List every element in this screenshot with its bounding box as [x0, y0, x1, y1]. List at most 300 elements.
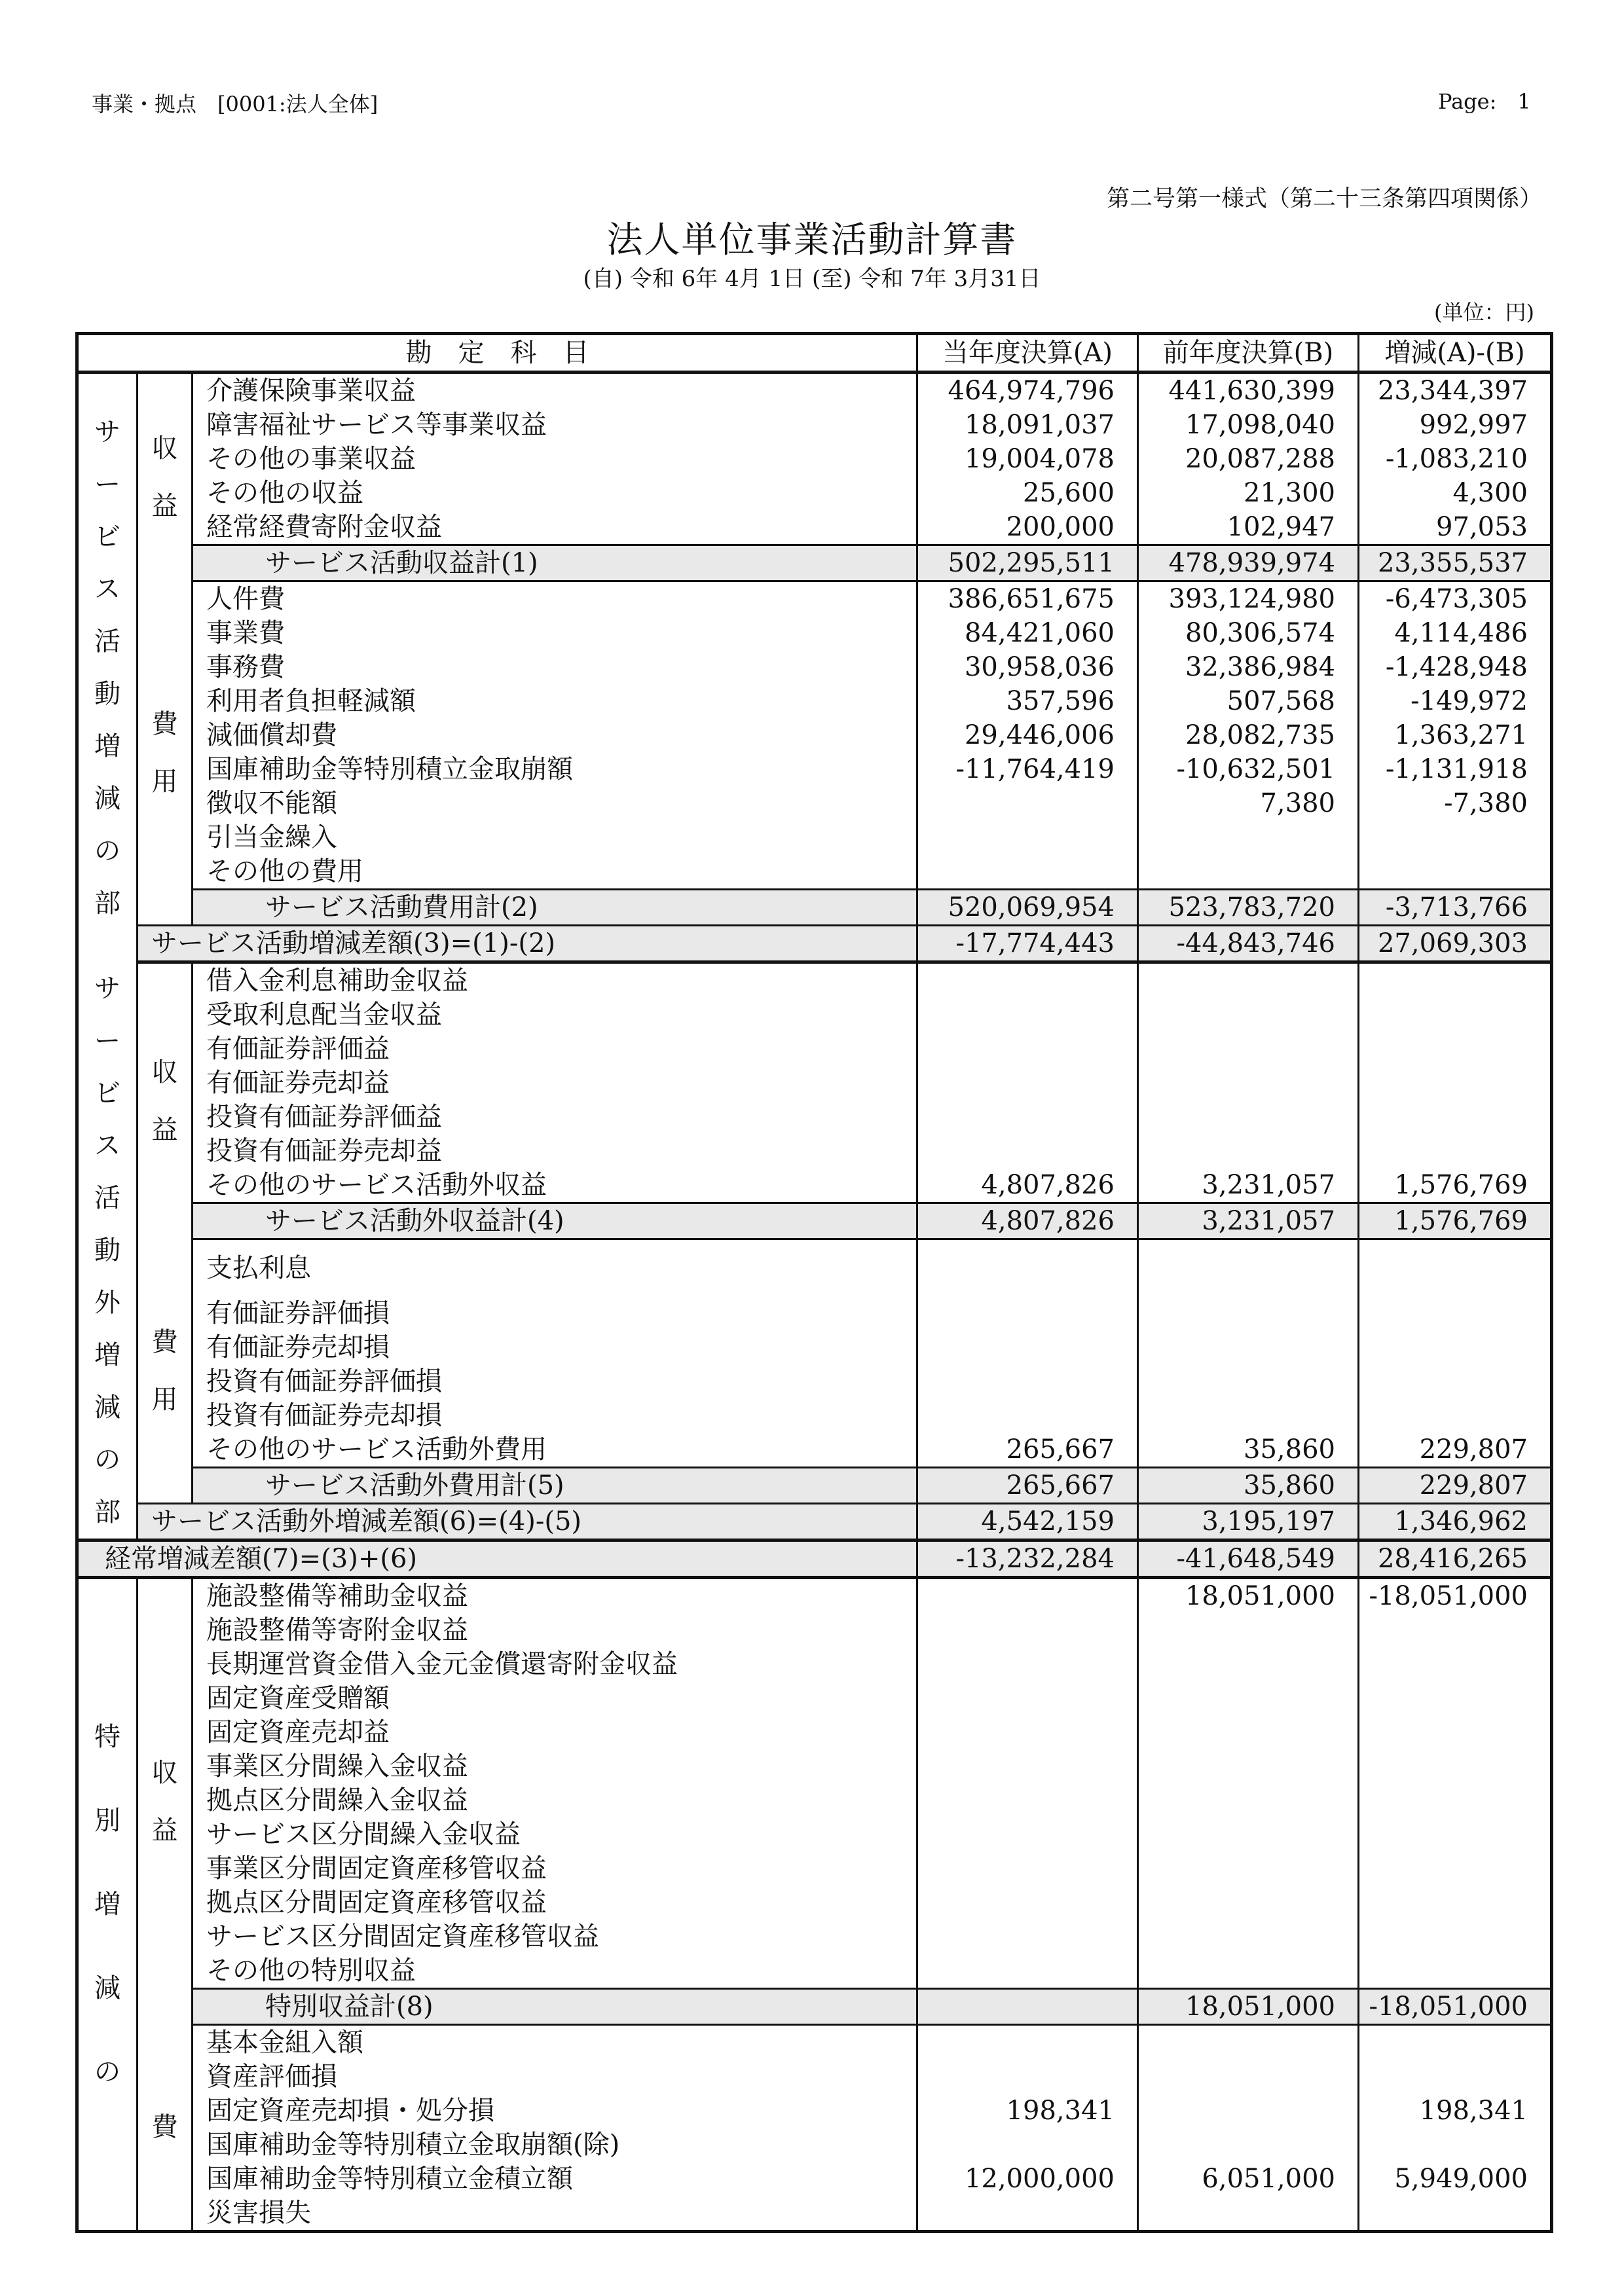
difference-amount: 27,069,303	[1359, 926, 1552, 962]
account-name: その他の特別収益	[193, 1954, 917, 1989]
account-name: その他の収益	[193, 476, 917, 510]
section-label-char: ー	[94, 469, 120, 500]
current-year-amount: 198,341	[917, 2094, 1138, 2128]
subsection-label-char: 収	[151, 1057, 178, 1088]
difference-amount	[1359, 1783, 1552, 1817]
subject-header: 勘 定 科 目	[77, 334, 917, 373]
prior-year-amount	[1138, 854, 1359, 890]
prior-year-amount	[1138, 1783, 1359, 1817]
prior-year-amount: 478,939,974	[1138, 545, 1359, 581]
difference-amount: 4,114,486	[1394, 618, 1528, 648]
statement-row	[77, 684, 1552, 718]
difference-amount	[1359, 1330, 1552, 1364]
difference-amount: 5,949,000	[1394, 2163, 1528, 2194]
section-label-char: 減	[94, 1392, 120, 1423]
subsection-label-char: 費	[151, 1326, 178, 1357]
account-name: サービス区分間繰入金収益	[193, 1817, 917, 1851]
difference-amount	[1359, 1954, 1552, 1989]
section-label-char: 増	[94, 1889, 120, 1920]
difference-amount	[1359, 962, 1552, 998]
current-year-amount	[917, 1032, 1138, 1066]
prior-year-amount: 80,306,574	[1138, 616, 1359, 650]
statement-row	[77, 1134, 1552, 1168]
subsection-label	[138, 2024, 193, 2231]
subsection-label-char: 益	[151, 491, 178, 522]
account-name: 事務費	[193, 650, 917, 684]
difference-amount	[1359, 2024, 1552, 2060]
subtotal-row	[77, 545, 1552, 581]
prior-year-amount	[1138, 962, 1359, 998]
difference-amount: -1,131,918	[1385, 754, 1528, 784]
current-year-amount	[917, 1239, 1138, 1296]
account-name: サービス活動外費用計(5)	[193, 1467, 917, 1503]
difference-amount	[1359, 1100, 1552, 1134]
current-year-amount: -13,232,284	[917, 1540, 1138, 1577]
prior-year-amount: 18,051,000	[1138, 1577, 1359, 1613]
section-label-char: 外	[94, 1287, 120, 1318]
statement-row	[77, 2060, 1552, 2094]
difference-amount	[1359, 1239, 1552, 1296]
section-label	[77, 962, 138, 1540]
current-year-amount: 29,446,006	[917, 718, 1138, 752]
statement-row	[77, 581, 1552, 617]
statement-row	[77, 1330, 1552, 1364]
prior-year-amount	[1138, 1647, 1359, 1681]
difference-amount: 992,997	[1419, 410, 1528, 440]
prior-year-amount	[1138, 2060, 1359, 2094]
statement-row	[77, 408, 1552, 442]
prior-year-header: 前年度決算(B)	[1138, 334, 1359, 373]
account-name: サービス活動増減差額(3)=(1)-(2)	[138, 926, 917, 962]
prior-year-amount	[1138, 1851, 1359, 1886]
statement-row	[77, 1647, 1552, 1681]
statement-row	[77, 998, 1552, 1032]
account-name: 減価償却費	[193, 718, 917, 752]
subsection-label-char: 収	[151, 1757, 178, 1788]
statement-row	[77, 820, 1552, 854]
account-name: サービス活動費用計(2)	[193, 890, 917, 926]
current-year-amount	[917, 1296, 1138, 1330]
section-label-char: 動	[94, 1235, 120, 1266]
account-name: 国庫補助金等特別積立金取崩額	[193, 752, 917, 786]
subsection-label-char: 用	[151, 766, 178, 797]
statement-row	[77, 1817, 1552, 1851]
difference-amount	[1359, 2196, 1552, 2232]
difference-amount: -3,713,766	[1359, 890, 1552, 926]
subtotal-row	[77, 1467, 1552, 1503]
difference-amount: 1,576,769	[1359, 1203, 1552, 1239]
section-label	[77, 373, 138, 962]
section-label-char: 別	[94, 1805, 120, 1836]
difference-amount: 23,355,537	[1359, 545, 1552, 581]
account-name: サービス活動収益計(1)	[193, 545, 917, 581]
difference-amount: 229,807	[1359, 1467, 1552, 1503]
subsection-label-char: 用	[151, 1384, 178, 1415]
statement-row	[77, 1715, 1552, 1749]
statement-row	[77, 1066, 1552, 1100]
current-year-amount	[917, 854, 1138, 890]
statement-row	[77, 1681, 1552, 1715]
ordinary-difference-row	[77, 1540, 1552, 1577]
statement-row	[77, 1783, 1552, 1817]
prior-year-amount: -44,843,746	[1138, 926, 1359, 962]
prior-year-amount	[1138, 2196, 1359, 2232]
subtotal-row	[77, 890, 1552, 926]
difference-amount	[1359, 1647, 1552, 1681]
current-year-amount: 200,000	[917, 510, 1138, 545]
current-year-amount: 4,807,826	[917, 1168, 1138, 1203]
account-name: 有価証券評価損	[193, 1296, 917, 1330]
subsection-label	[138, 1577, 193, 2024]
statement-row	[77, 1432, 1552, 1468]
current-year-amount	[917, 1783, 1138, 1817]
difference-amount: -149,972	[1411, 686, 1528, 716]
difference-amount	[1359, 1364, 1552, 1398]
entity-label: 事業・拠点 [0001:法人全体]	[92, 92, 378, 117]
current-year-amount: 18,091,037	[917, 408, 1138, 442]
current-year-amount: 4,542,159	[917, 1503, 1138, 1540]
difference-amount: 97,053	[1436, 512, 1528, 542]
current-year-amount	[917, 998, 1138, 1032]
unit-label: (単位：円)	[1434, 300, 1534, 325]
prior-year-amount	[1138, 1100, 1359, 1134]
subsection-label-char: 益	[151, 1115, 178, 1146]
difference-amount	[1359, 1681, 1552, 1715]
prior-year-amount	[1138, 1398, 1359, 1432]
section-label-char: サ	[94, 973, 120, 1004]
section-label-char: 活	[94, 627, 120, 657]
current-year-amount	[917, 1330, 1138, 1364]
account-name: 介護保険事業収益	[193, 373, 917, 409]
account-name: サービス活動外増減差額(6)=(4)-(5)	[138, 1503, 917, 1540]
section-label-char: 部	[94, 1497, 120, 1527]
account-name: 有価証券評価益	[193, 1032, 917, 1066]
prior-year-amount: 3,195,197	[1138, 1503, 1359, 1540]
statement-row	[77, 1851, 1552, 1886]
difference-amount	[1359, 1296, 1552, 1330]
difference-amount: -1,083,210	[1385, 444, 1528, 474]
current-year-amount: 502,295,511	[917, 545, 1138, 581]
difference-amount: 4,300	[1452, 478, 1528, 508]
statement-row	[77, 1364, 1552, 1398]
statement-row	[77, 854, 1552, 890]
current-year-amount	[917, 786, 1138, 820]
account-name: その他の事業収益	[193, 442, 917, 476]
prior-year-amount	[1138, 2094, 1359, 2128]
current-year-amount	[917, 1851, 1138, 1886]
prior-year-amount	[1138, 1613, 1359, 1647]
difference-amount: -1,428,948	[1385, 652, 1528, 682]
statement-row	[77, 1100, 1552, 1134]
difference-amount: -18,051,000	[1359, 1988, 1552, 2024]
account-name: 資産評価損	[193, 2060, 917, 2094]
document-title: 法人単位事業活動計算書	[606, 219, 1018, 261]
account-name: その他のサービス活動外費用	[193, 1432, 917, 1468]
statement-row	[77, 962, 1552, 998]
statement-row	[77, 510, 1552, 545]
activity-statement-table	[75, 332, 1553, 2233]
difference-amount	[1359, 1398, 1552, 1432]
current-year-amount: 265,667	[917, 1432, 1138, 1468]
section-label-char: 部	[94, 888, 120, 919]
difference-amount	[1359, 1032, 1552, 1066]
statement-row	[77, 1613, 1552, 1647]
statement-row	[77, 2094, 1552, 2128]
account-name: 固定資産売却損・処分損	[193, 2094, 917, 2128]
current-year-amount: -17,774,443	[917, 926, 1138, 962]
account-name: 人件費	[193, 581, 917, 617]
statement-row	[77, 1239, 1552, 1296]
current-year-amount	[917, 1613, 1138, 1647]
current-year-amount: -11,764,419	[917, 752, 1138, 786]
section-label-char: ス	[94, 574, 120, 605]
difference-amount: 1,363,271	[1394, 720, 1528, 750]
difference-amount: -18,051,000	[1369, 1580, 1528, 1611]
prior-year-amount: 3,231,057	[1138, 1203, 1359, 1239]
account-name: 経常経費寄附金収益	[193, 510, 917, 545]
account-name: 経常増減差額(7)=(3)+(6)	[77, 1540, 917, 1577]
difference-amount: 198,341	[1419, 2095, 1528, 2126]
current-year-amount	[917, 1398, 1138, 1432]
account-name: 引当金繰入	[193, 820, 917, 854]
current-year-header: 当年度決算(A)	[917, 334, 1138, 373]
subsection-label	[138, 581, 193, 926]
account-name: その他のサービス活動外収益	[193, 1168, 917, 1203]
prior-year-amount	[1138, 1954, 1359, 1989]
difference-amount: 1,346,962	[1359, 1503, 1552, 1540]
prior-year-amount	[1138, 1715, 1359, 1749]
statement-row	[77, 2196, 1552, 2232]
account-name: 事業区分間繰入金収益	[193, 1749, 917, 1783]
difference-header: 増減(A)-(B)	[1359, 334, 1552, 373]
account-name: 投資有価証券評価益	[193, 1100, 917, 1134]
prior-year-amount	[1138, 1920, 1359, 1954]
current-year-amount: 265,667	[917, 1467, 1138, 1503]
prior-year-amount: 441,630,399	[1138, 373, 1359, 409]
difference-amount	[1359, 2128, 1552, 2162]
prior-year-amount: 35,860	[1138, 1467, 1359, 1503]
account-name: 災害損失	[193, 2196, 917, 2232]
account-name: 投資有価証券評価損	[193, 1364, 917, 1398]
statement-row	[77, 650, 1552, 684]
statement-row	[77, 1954, 1552, 1989]
section-label-char: の	[94, 2056, 120, 2087]
prior-year-amount	[1138, 1134, 1359, 1168]
current-year-amount	[917, 1954, 1138, 1989]
section-label-char: ス	[94, 1130, 120, 1161]
difference-row	[77, 1503, 1552, 1540]
prior-year-amount	[1138, 1749, 1359, 1783]
subsection-label-char: 費	[151, 2111, 178, 2142]
account-name: 事業費	[193, 616, 917, 650]
difference-amount	[1359, 1134, 1552, 1168]
account-name: サービス区分間固定資産移管収益	[193, 1920, 917, 1954]
prior-year-amount: 507,568	[1138, 684, 1359, 718]
account-name: 特別収益計(8)	[193, 1988, 917, 2024]
statement-row	[77, 442, 1552, 476]
account-name: 支払利息	[193, 1239, 917, 1296]
difference-amount	[1359, 1886, 1552, 1920]
statement-row	[77, 1577, 1552, 1613]
account-name: 受取利息配当金収益	[193, 998, 917, 1032]
section-label-char: ビ	[94, 1078, 120, 1108]
current-year-amount	[917, 1920, 1138, 1954]
prior-year-amount	[1138, 2024, 1359, 2060]
current-year-amount	[917, 2128, 1138, 2162]
current-year-amount	[917, 1647, 1138, 1681]
prior-year-amount: 32,386,984	[1138, 650, 1359, 684]
prior-year-amount	[1138, 1817, 1359, 1851]
account-name: 拠点区分間繰入金収益	[193, 1783, 917, 1817]
section-label-char: サ	[94, 417, 120, 448]
current-year-amount: 386,651,675	[917, 581, 1138, 617]
account-name: 固定資産売却益	[193, 1715, 917, 1749]
difference-amount: 1,576,769	[1394, 1170, 1528, 1200]
prior-year-amount: 3,231,057	[1138, 1168, 1359, 1203]
section-label-char: ー	[94, 1025, 120, 1056]
current-year-amount	[917, 1134, 1138, 1168]
current-year-amount: 12,000,000	[917, 2162, 1138, 2196]
prior-year-amount	[1138, 998, 1359, 1032]
difference-amount	[1359, 1851, 1552, 1886]
account-name: 投資有価証券売却益	[193, 1134, 917, 1168]
account-name: 国庫補助金等特別積立金取崩額(除)	[193, 2128, 917, 2162]
current-year-amount	[917, 1100, 1138, 1134]
prior-year-amount	[1138, 2128, 1359, 2162]
difference-amount: -6,473,305	[1385, 584, 1528, 614]
current-year-amount	[917, 820, 1138, 854]
prior-year-amount	[1138, 1032, 1359, 1066]
account-name: 施設整備等補助金収益	[193, 1577, 917, 1613]
account-name: 事業区分間固定資産移管収益	[193, 1851, 917, 1886]
account-name: 固定資産受贈額	[193, 1681, 917, 1715]
current-year-amount: 520,069,954	[917, 890, 1138, 926]
statement-row	[77, 373, 1552, 409]
current-year-amount: 357,596	[917, 684, 1138, 718]
current-year-amount	[917, 1749, 1138, 1783]
difference-amount	[1359, 2060, 1552, 2094]
account-name: 徴収不能額	[193, 786, 917, 820]
account-name: サービス活動外収益計(4)	[193, 1203, 917, 1239]
prior-year-amount: 17,098,040	[1138, 408, 1359, 442]
difference-amount	[1359, 1749, 1552, 1783]
account-name: 長期運営資金借入金元金償還寄附金収益	[193, 1647, 917, 1681]
current-year-amount	[917, 2196, 1138, 2232]
statement-row	[77, 1032, 1552, 1066]
statement-row	[77, 1749, 1552, 1783]
difference-amount	[1359, 998, 1552, 1032]
account-name: 施設整備等寄附金収益	[193, 1613, 917, 1647]
statement-row	[77, 1398, 1552, 1432]
column-header-row	[77, 334, 1552, 373]
statement-row	[77, 786, 1552, 820]
section-label-char: 減	[94, 784, 120, 814]
current-year-amount	[917, 1364, 1138, 1398]
statement-row	[77, 1296, 1552, 1330]
statement-row	[77, 1168, 1552, 1203]
account-name: 国庫補助金等特別積立金積立額	[193, 2162, 917, 2196]
difference-amount	[1359, 1817, 1552, 1851]
current-year-amount: 84,421,060	[917, 616, 1138, 650]
prior-year-amount	[1138, 1886, 1359, 1920]
subsection-label	[138, 962, 193, 1239]
current-year-amount	[917, 1715, 1138, 1749]
difference-amount	[1359, 1066, 1552, 1100]
prior-year-amount: 20,087,288	[1138, 442, 1359, 476]
account-name: 基本金組入額	[193, 2024, 917, 2060]
current-year-amount	[917, 1681, 1138, 1715]
difference-row	[77, 926, 1552, 962]
account-name: 有価証券売却損	[193, 1330, 917, 1364]
section-label-char: の	[94, 1444, 120, 1475]
statement-row	[77, 1920, 1552, 1954]
current-year-amount	[917, 2024, 1138, 2060]
page-number: Page: 1	[1438, 89, 1531, 114]
difference-amount	[1359, 1715, 1552, 1749]
account-name: 利用者負担軽減額	[193, 684, 917, 718]
section-label	[77, 1577, 138, 2231]
current-year-amount	[917, 2060, 1138, 2094]
prior-year-amount	[1138, 1066, 1359, 1100]
subsection-label	[138, 373, 193, 581]
account-name: 有価証券売却益	[193, 1066, 917, 1100]
prior-year-amount: 35,860	[1138, 1432, 1359, 1468]
difference-amount: 229,807	[1419, 1434, 1528, 1465]
statement-row	[77, 476, 1552, 510]
difference-amount	[1359, 1920, 1552, 1954]
current-year-amount: 30,958,036	[917, 650, 1138, 684]
difference-amount: -7,380	[1443, 788, 1528, 818]
prior-year-amount: 6,051,000	[1138, 2162, 1359, 2196]
current-year-amount: 19,004,078	[917, 442, 1138, 476]
account-name: 投資有価証券売却損	[193, 1398, 917, 1432]
account-name: 障害福祉サービス等事業収益	[193, 408, 917, 442]
section-label-char: 増	[94, 731, 120, 762]
account-name: 借入金利息補助金収益	[193, 962, 917, 998]
section-label-char: ビ	[94, 522, 120, 553]
section-label-char: 活	[94, 1182, 120, 1213]
difference-amount	[1359, 854, 1552, 890]
difference-amount: 23,344,397	[1377, 376, 1528, 406]
subsection-label	[138, 1239, 193, 1504]
fiscal-period: (自) 令和 6年 4月 1日 (至) 令和 7年 3月31日	[583, 266, 1041, 292]
prior-year-amount: -10,632,501	[1138, 752, 1359, 786]
prior-year-amount	[1138, 1239, 1359, 1296]
statement-row	[77, 1886, 1552, 1920]
subsection-label-char: 益	[151, 1815, 178, 1846]
prior-year-amount: 102,947	[1138, 510, 1359, 545]
subsection-label-char: 費	[151, 708, 178, 739]
subtotal-row	[77, 1988, 1552, 2024]
difference-amount: 28,416,265	[1359, 1540, 1552, 1577]
prior-year-amount: 21,300	[1138, 476, 1359, 510]
prior-year-amount: 28,082,735	[1138, 718, 1359, 752]
form-number: 第二号第一様式（第二十三条第四項関係）	[1107, 186, 1543, 212]
statement-row	[77, 2024, 1552, 2060]
prior-year-amount: 523,783,720	[1138, 890, 1359, 926]
statement-row	[77, 2128, 1552, 2162]
prior-year-amount	[1138, 1330, 1359, 1364]
current-year-amount: 4,807,826	[917, 1203, 1138, 1239]
prior-year-amount: 18,051,000	[1138, 1988, 1359, 2024]
section-label-char: 減	[94, 1973, 120, 2003]
current-year-amount: 25,600	[917, 476, 1138, 510]
current-year-amount	[917, 1886, 1138, 1920]
subsection-label-char: 収	[151, 433, 178, 464]
current-year-amount	[917, 1817, 1138, 1851]
difference-amount	[1359, 820, 1552, 854]
statement-row	[77, 718, 1552, 752]
